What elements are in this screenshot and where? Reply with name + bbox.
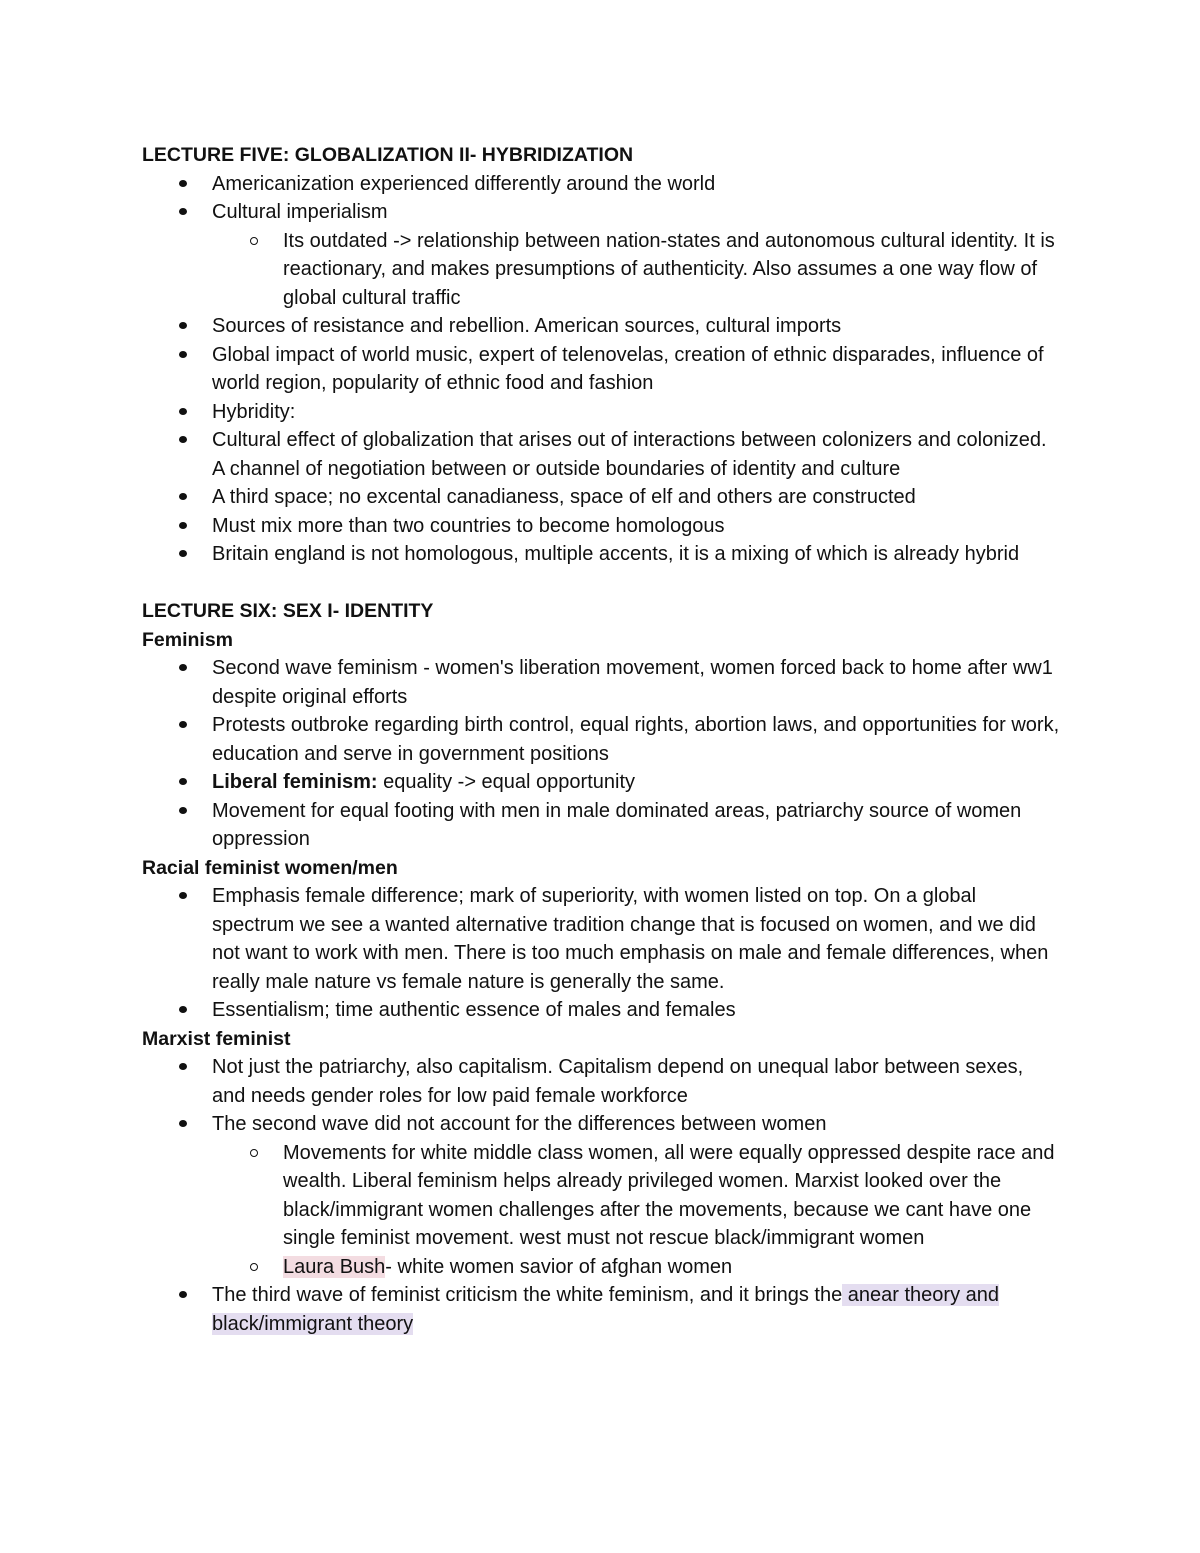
bullet-icon bbox=[179, 721, 187, 728]
liberal-feminism-label: Liberal feminism: bbox=[212, 771, 378, 793]
marxist-feminist-heading: Marxist feminist bbox=[142, 1027, 291, 1050]
list-item: Not just the patriarchy, also capitalism. Capitalism depend on unequal labor between sexes, and needs gender roles for low paid female workforce bbox=[142, 1053, 1062, 1110]
lecture5-sublist bbox=[142, 227, 1062, 313]
bullet-icon bbox=[179, 664, 187, 671]
list-item bbox=[142, 1281, 1062, 1338]
bullet-icon bbox=[179, 180, 187, 187]
bullet-icon bbox=[179, 436, 187, 443]
sub-list-item bbox=[142, 1253, 1062, 1282]
list-item: Global impact of world music, expert of telenovelas, creation of ethnic disparades, influence of world region, popularity of ethnic food and fashion bbox=[142, 341, 1062, 398]
bullet-icon bbox=[179, 807, 187, 814]
bullet-icon bbox=[179, 1120, 187, 1127]
bullet-icon bbox=[179, 351, 187, 358]
bullet-icon bbox=[179, 493, 187, 500]
list-item bbox=[142, 768, 1062, 797]
bullet-icon bbox=[179, 778, 187, 785]
lecture6-title: LECTURE SIX: SEX I- IDENTITY bbox=[142, 600, 434, 622]
list-item: Movement for equal footing with men in male dominated areas, patriarchy source of women oppression bbox=[142, 797, 1062, 854]
list-item: Cultural imperialism bbox=[142, 198, 1062, 227]
marxist-feminist-list-continued bbox=[142, 1281, 1062, 1338]
hollow-bullet-icon bbox=[250, 237, 258, 245]
list-item: Britain england is not homologous, multiple accents, it is a mixing of which is already hybrid bbox=[142, 540, 1062, 569]
bullet-icon bbox=[179, 1006, 187, 1013]
list-item: Protests outbroke regarding birth control, equal rights, abortion laws, and opportunities for work, education and serve in government positions bbox=[142, 711, 1062, 768]
document-page bbox=[142, 141, 1062, 1338]
list-item: Hybridity: bbox=[142, 398, 1062, 427]
list-item: A third space; no excental canadianess, space of elf and others are constructed bbox=[142, 483, 1062, 512]
laura-bush-text: - white women savior of afghan women bbox=[385, 1255, 733, 1278]
list-item: The second wave did not account for the differences between women bbox=[142, 1110, 1062, 1139]
list-item: Essentialism; time authentic essence of males and females bbox=[142, 996, 1062, 1025]
marxist-feminist-sublist bbox=[142, 1139, 1062, 1282]
lecture5-title: LECTURE FIVE: GLOBALIZATION II- HYBRIDIZATION bbox=[142, 144, 634, 166]
racial-feminist-list bbox=[142, 882, 1062, 1025]
hollow-bullet-icon bbox=[250, 1149, 258, 1157]
laura-bush-highlight: Laura Bush bbox=[283, 1255, 386, 1278]
racial-feminist-heading: Racial feminist women/men bbox=[142, 856, 398, 879]
hollow-bullet-icon bbox=[250, 1263, 258, 1271]
third-wave-text: The third wave of feminist criticism the white feminism, and it brings the bbox=[212, 1284, 843, 1306]
list-item: Americanization experienced differently around the world bbox=[142, 170, 1062, 199]
list-item: Sources of resistance and rebellion. American sources, cultural imports bbox=[142, 312, 1062, 341]
bullet-icon bbox=[179, 208, 187, 215]
third-wave-highlight: anear theory and black/immigrant theory bbox=[212, 1284, 1000, 1335]
liberal-feminism-text: equality -> equal opportunity bbox=[377, 771, 636, 793]
bullet-icon bbox=[179, 322, 187, 329]
marxist-feminist-list bbox=[142, 1053, 1062, 1139]
list-item: Emphasis female difference; mark of superiority, with women listed on top. On a global spectrum we see a wanted alternative tradition change that is focused on women, and we did not want to work with men. There is too much emphasis on male and female differences, when really male nature vs female nature is generally the same. bbox=[142, 882, 1062, 996]
bullet-icon bbox=[179, 1291, 187, 1298]
lecture5-list-continued bbox=[142, 312, 1062, 569]
bullet-icon bbox=[179, 522, 187, 529]
feminism-list bbox=[142, 654, 1062, 854]
list-item: Must mix more than two countries to become homologous bbox=[142, 512, 1062, 541]
bullet-icon bbox=[179, 1063, 187, 1070]
bullet-icon bbox=[179, 892, 187, 899]
bullet-icon bbox=[179, 408, 187, 415]
sub-list-item: Movements for white middle class women, all were equally oppressed despite race and wealth. Liberal feminism helps already privileged women. Marxist looked over the black/immigrant women challenges after the movements, because we cant have one single feminist movement. west must not rescue black/immigrant women bbox=[142, 1139, 1062, 1253]
lecture5-list bbox=[142, 170, 1062, 227]
sub-list-item: Its outdated -> relationship between nation-states and autonomous cultural identity. It is reactionary, and makes presumptions of authenticity. Also assumes a one way flow of global cultural traffic bbox=[142, 227, 1062, 313]
list-item: Cultural effect of globalization that arises out of interactions between colonizers and colonized. A channel of negotiation between or outside boundaries of identity and culture bbox=[142, 426, 1062, 483]
list-item: Second wave feminism - women's liberation movement, women forced back to home after ww1 despite original efforts bbox=[142, 654, 1062, 711]
bullet-icon bbox=[179, 550, 187, 557]
section-spacer bbox=[142, 569, 1062, 598]
feminism-heading: Feminism bbox=[142, 628, 234, 651]
